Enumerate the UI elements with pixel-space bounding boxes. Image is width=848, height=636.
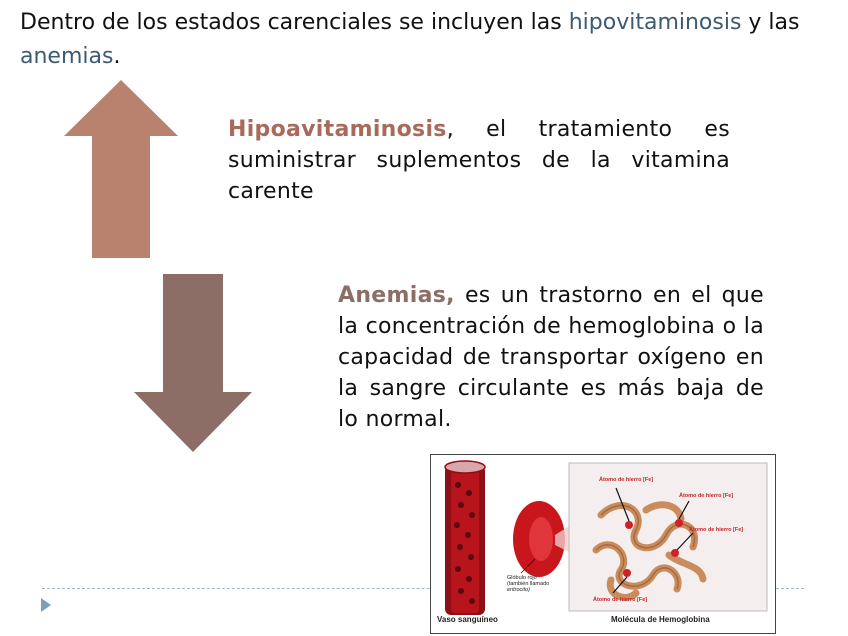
anemia-text: es un trastorno en el que la concentración de hemoglobina o la capacidad de transportar oxígeno en la sangre circulante es más baja de lo normal. <box>338 283 764 432</box>
iron-atom-label-4: Átomo de hierro [Fe] <box>593 597 648 603</box>
triangle-bullet-icon <box>40 597 52 613</box>
hemoglobin-figure <box>430 454 776 634</box>
vessel-caption: Vaso sanguíneo <box>437 615 498 624</box>
hypovitaminosis-paragraph <box>228 114 730 207</box>
arrow-down-icon <box>132 272 254 454</box>
iron-atom-label-1: Átomo de hierro [Fe] <box>599 477 654 483</box>
intro-text <box>20 6 830 74</box>
intro-middle: y las <box>741 10 800 35</box>
iron-atom-label-2: Átomo de hierro [Fe] <box>679 493 734 499</box>
red-cell-label-line-2: (también llamado <box>507 581 550 587</box>
hypovitaminosis-keyword: Hipoavitaminosis <box>228 117 447 142</box>
intro-before: Dentro de los estados carenciales se incluyen las <box>20 10 569 35</box>
anemia-keyword: Anemias, <box>338 283 455 308</box>
intro-term-anemias: anemias <box>20 44 114 69</box>
red-cell-label <box>507 575 559 593</box>
anemia-paragraph <box>338 280 764 435</box>
intro-term-hipovitaminosis: hipovitaminosis <box>568 10 742 35</box>
arrow-up-icon <box>62 80 180 260</box>
intro-end: . <box>113 44 121 69</box>
molecule-caption: Molécula de Hemoglobina <box>611 615 710 624</box>
red-cell-label-line-1: Glóbulo rojo <box>507 575 537 581</box>
iron-atom-label-3: Átomo de hierro [Fe] <box>689 527 744 533</box>
hypovitaminosis-text: , el tratamiento es suministrar suplementos de la vitamina carente <box>228 117 730 204</box>
red-cell-label-line-3: eritrocito) <box>507 587 530 593</box>
